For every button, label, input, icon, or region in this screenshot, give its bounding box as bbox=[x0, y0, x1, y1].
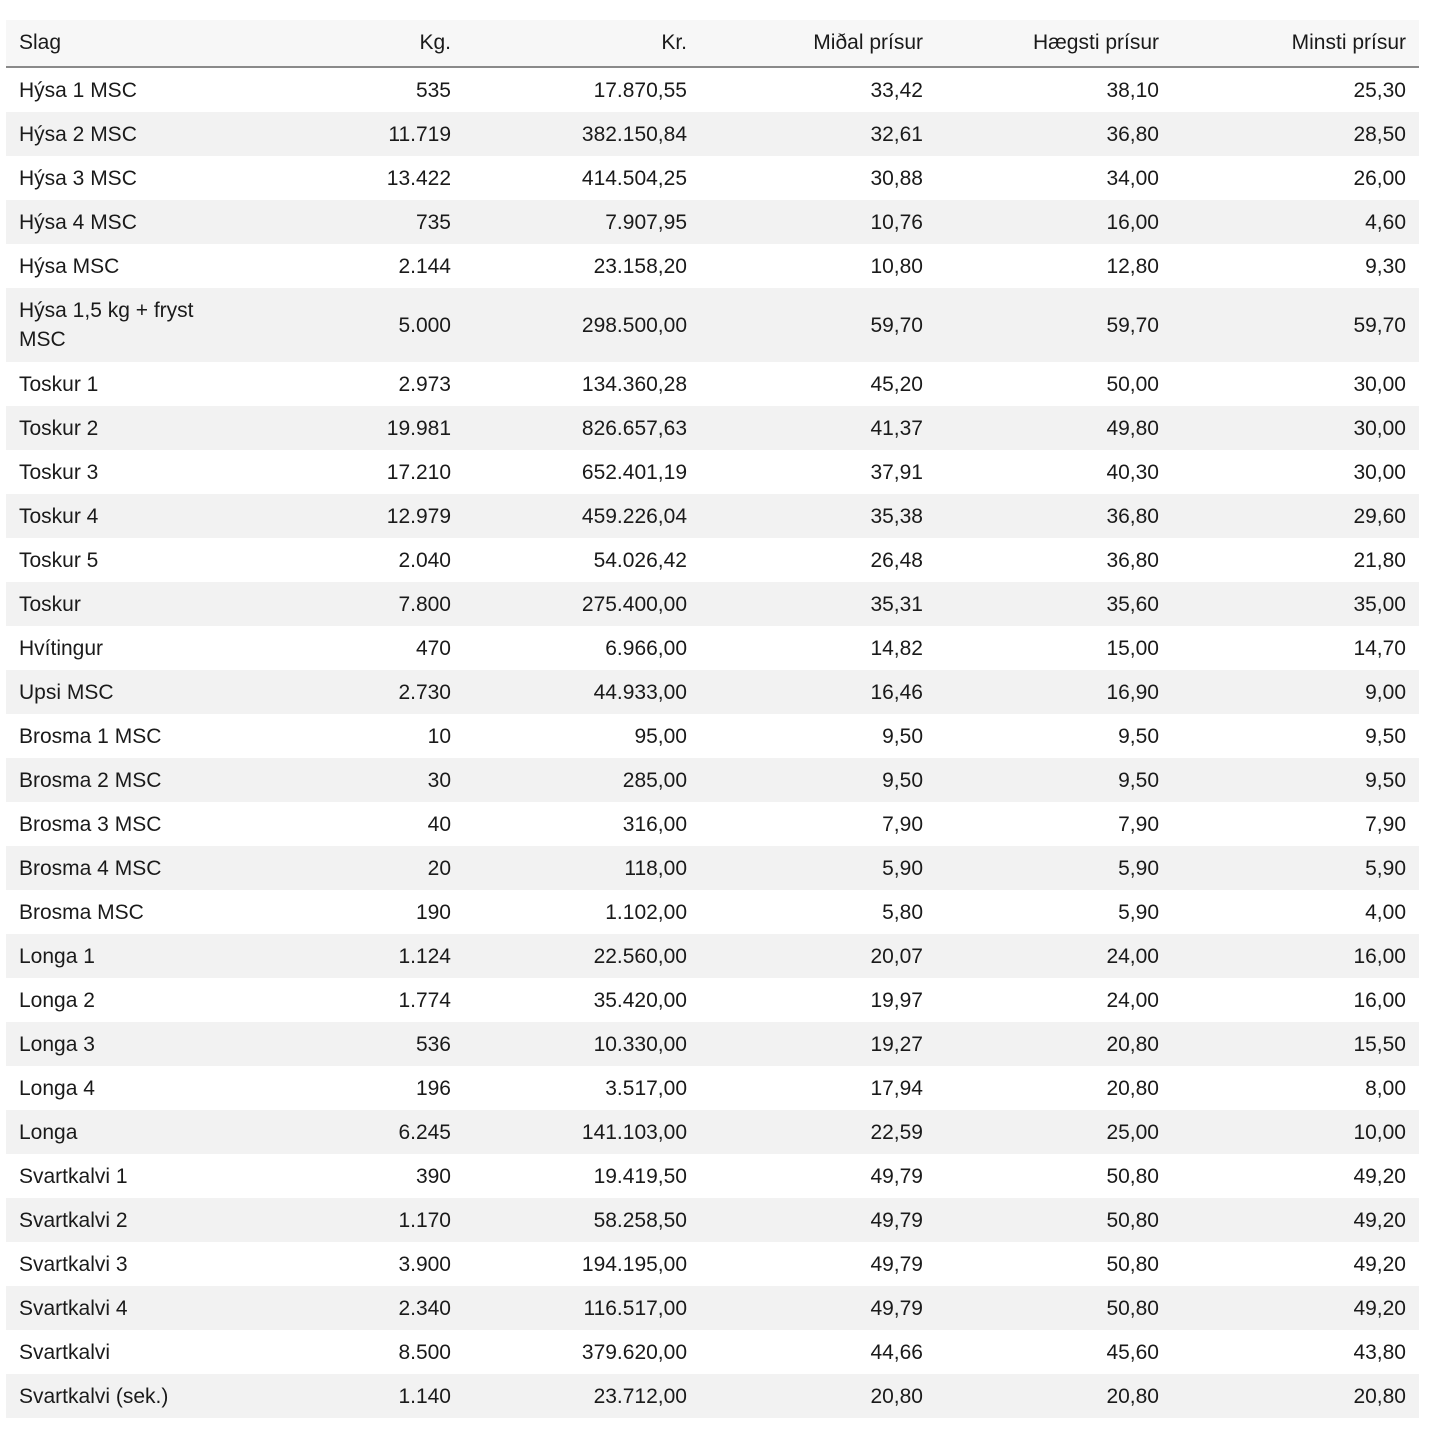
cell-slag: Svartkalvi bbox=[19, 1340, 111, 1364]
cell-highest-price: 25,00 bbox=[936, 1110, 1172, 1154]
cell-kg: 30 bbox=[236, 758, 464, 802]
cell-slag: Hýsa 3 MSC bbox=[19, 166, 137, 190]
cell-slag: Svartkalvi 1 bbox=[19, 1164, 128, 1188]
cell-slag: Toskur 1 bbox=[19, 372, 99, 396]
cell-highest-price: 50,80 bbox=[1106, 1164, 1159, 1188]
table-row bbox=[6, 1066, 1419, 1110]
cell-lowest-price: 25,30 bbox=[1353, 78, 1406, 102]
cell-average-price: 5,80 bbox=[882, 900, 923, 924]
column-header-average-price: Miðal prísur bbox=[700, 20, 936, 67]
cell-slag: Toskur 4 bbox=[6, 494, 236, 538]
cell-lowest-price: 49,20 bbox=[1353, 1164, 1406, 1188]
table-row bbox=[6, 1154, 1419, 1198]
cell-average-price: 9,50 bbox=[700, 758, 936, 802]
table-row bbox=[6, 846, 1419, 890]
cell-kr: 17.870,55 bbox=[593, 78, 687, 102]
cell-kr: 3.517,00 bbox=[605, 1076, 687, 1100]
cell-kg: 3.900 bbox=[398, 1252, 451, 1276]
cell-lowest-price: 21,80 bbox=[1353, 548, 1406, 572]
cell-kr: 118,00 bbox=[464, 846, 700, 890]
cell-kr: 379.620,00 bbox=[581, 1340, 687, 1364]
cell-kg: 735 bbox=[236, 200, 464, 244]
cell-slag: Brosma 3 MSC bbox=[19, 812, 162, 836]
table-row bbox=[6, 802, 1419, 846]
cell-kr: 6.966,00 bbox=[605, 636, 687, 660]
cell-lowest-price: 16,00 bbox=[1172, 934, 1419, 978]
cell-lowest-price: 30,00 bbox=[1353, 372, 1406, 396]
cell-kg: 196 bbox=[415, 1076, 451, 1100]
cell-lowest-price: 30,00 bbox=[1353, 460, 1406, 484]
cell-slag: Hýsa 2 MSC bbox=[6, 112, 236, 156]
cell-slag: Svartkalvi 4 bbox=[6, 1286, 236, 1330]
cell-kr: 459.226,04 bbox=[464, 494, 700, 538]
cell-kg: 8.500 bbox=[398, 1340, 451, 1364]
column-header-kg: Kg. bbox=[236, 20, 464, 67]
cell-highest-price: 20,80 bbox=[1106, 1076, 1159, 1100]
table-row bbox=[6, 1198, 1419, 1242]
cell-slag: Longa 3 bbox=[6, 1022, 236, 1066]
cell-highest-price: 36,80 bbox=[936, 112, 1172, 156]
cell-kg: 40 bbox=[427, 812, 451, 836]
cell-slag: Toskur 2 bbox=[6, 406, 236, 450]
cell-kr: 58.258,50 bbox=[464, 1198, 700, 1242]
cell-lowest-price: 5,90 bbox=[1172, 846, 1419, 890]
cell-kg: 20 bbox=[236, 846, 464, 890]
cell-average-price: 35,31 bbox=[700, 582, 936, 626]
cell-kr: 35.420,00 bbox=[593, 988, 687, 1012]
cell-lowest-price: 8,00 bbox=[1365, 1076, 1406, 1100]
cell-slag: Upsi MSC bbox=[6, 670, 236, 714]
table-row bbox=[6, 626, 1419, 670]
cell-slag: Brosma 2 MSC bbox=[6, 758, 236, 802]
column-header-kr: Kr. bbox=[464, 20, 700, 67]
cell-lowest-price: 9,50 bbox=[1172, 758, 1419, 802]
cell-highest-price: 24,00 bbox=[936, 934, 1172, 978]
cell-kg: 2.730 bbox=[236, 670, 464, 714]
cell-slag: Brosma MSC bbox=[19, 900, 144, 924]
cell-kr: 23.712,00 bbox=[464, 1374, 700, 1418]
cell-kg: 11.719 bbox=[236, 112, 464, 156]
cell-slag: Longa 1 bbox=[6, 934, 236, 978]
cell-kr: 54.026,42 bbox=[593, 548, 687, 572]
cell-highest-price: 20,80 bbox=[936, 1374, 1172, 1418]
cell-lowest-price: 15,50 bbox=[1172, 1022, 1419, 1066]
cell-highest-price: 36,80 bbox=[936, 494, 1172, 538]
cell-kg: 5.000 bbox=[236, 288, 464, 362]
cell-highest-price: 50,80 bbox=[936, 1286, 1172, 1330]
table-row bbox=[6, 406, 1419, 450]
cell-average-price: 19,97 bbox=[870, 988, 923, 1012]
cell-kr: 1.102,00 bbox=[605, 900, 687, 924]
cell-highest-price: 20,80 bbox=[936, 1022, 1172, 1066]
table-row bbox=[6, 1286, 1419, 1330]
cell-average-price: 7,90 bbox=[882, 812, 923, 836]
cell-kg: 12.979 bbox=[236, 494, 464, 538]
table-row bbox=[6, 67, 1419, 112]
cell-highest-price: 38,10 bbox=[1106, 78, 1159, 102]
cell-lowest-price: 14,70 bbox=[1353, 636, 1406, 660]
cell-kr: 194.195,00 bbox=[581, 1252, 687, 1276]
cell-lowest-price: 30,00 bbox=[1172, 406, 1419, 450]
cell-kr: 316,00 bbox=[622, 812, 687, 836]
cell-highest-price: 5,90 bbox=[1118, 900, 1159, 924]
table-row bbox=[6, 538, 1419, 582]
cell-kr: 826.657,63 bbox=[464, 406, 700, 450]
cell-average-price: 5,90 bbox=[700, 846, 936, 890]
cell-slag: Longa 2 bbox=[19, 988, 95, 1012]
table-row bbox=[6, 156, 1419, 200]
cell-slag: Hýsa 1 MSC bbox=[19, 78, 137, 102]
cell-kg: 10 bbox=[427, 724, 451, 748]
cell-lowest-price: 43,80 bbox=[1353, 1340, 1406, 1364]
cell-kr: 141.103,00 bbox=[464, 1110, 700, 1154]
cell-kr: 23.158,20 bbox=[593, 254, 687, 278]
cell-kr: 285,00 bbox=[464, 758, 700, 802]
cell-average-price: 22,59 bbox=[700, 1110, 936, 1154]
cell-kr: 298.500,00 bbox=[464, 288, 700, 362]
cell-average-price: 33,42 bbox=[870, 78, 923, 102]
cell-average-price: 49,79 bbox=[870, 1164, 923, 1188]
cell-slag: Longa bbox=[6, 1110, 236, 1154]
cell-kr: 275.400,00 bbox=[464, 582, 700, 626]
cell-lowest-price: 10,00 bbox=[1172, 1110, 1419, 1154]
cell-slag: Toskur bbox=[6, 582, 236, 626]
cell-kg: 2.340 bbox=[236, 1286, 464, 1330]
cell-kg: 6.245 bbox=[236, 1110, 464, 1154]
cell-average-price: 9,50 bbox=[882, 724, 923, 748]
table-row bbox=[6, 288, 1419, 362]
cell-kr: 134.360,28 bbox=[581, 372, 687, 396]
cell-slag: Svartkalvi 3 bbox=[19, 1252, 128, 1276]
cell-kg: 1.124 bbox=[236, 934, 464, 978]
table-row bbox=[6, 890, 1419, 934]
table-row bbox=[6, 582, 1419, 626]
cell-average-price: 49,79 bbox=[870, 1252, 923, 1276]
table-row bbox=[6, 1330, 1419, 1374]
cell-average-price: 10,80 bbox=[870, 254, 923, 278]
table-row bbox=[6, 714, 1419, 758]
cell-average-price: 30,88 bbox=[870, 166, 923, 190]
cell-average-price: 59,70 bbox=[700, 288, 936, 362]
table-row bbox=[6, 112, 1419, 156]
table-row bbox=[6, 200, 1419, 244]
cell-lowest-price: 49,20 bbox=[1172, 1286, 1419, 1330]
price-table-container bbox=[6, 20, 1419, 1418]
cell-highest-price: 7,90 bbox=[1118, 812, 1159, 836]
cell-kg: 17.210 bbox=[386, 460, 451, 484]
cell-lowest-price: 20,80 bbox=[1172, 1374, 1419, 1418]
cell-kg: 390 bbox=[415, 1164, 451, 1188]
cell-lowest-price: 49,20 bbox=[1172, 1198, 1419, 1242]
cell-average-price: 20,07 bbox=[700, 934, 936, 978]
cell-slag: Hýsa 1,5 kg + fryst MSC bbox=[6, 288, 236, 362]
cell-slag: Longa 4 bbox=[19, 1076, 95, 1100]
cell-average-price: 10,76 bbox=[700, 200, 936, 244]
cell-average-price: 26,48 bbox=[870, 548, 923, 572]
cell-lowest-price: 4,60 bbox=[1172, 200, 1419, 244]
cell-kr: 22.560,00 bbox=[464, 934, 700, 978]
cell-lowest-price: 4,00 bbox=[1365, 900, 1406, 924]
cell-slag: Hýsa MSC bbox=[19, 254, 120, 278]
cell-average-price: 49,79 bbox=[700, 1286, 936, 1330]
cell-highest-price: 50,00 bbox=[1106, 372, 1159, 396]
table-row bbox=[6, 1022, 1419, 1066]
cell-kr: 19.419,50 bbox=[593, 1164, 687, 1188]
cell-highest-price: 16,90 bbox=[936, 670, 1172, 714]
cell-highest-price: 9,50 bbox=[1118, 724, 1159, 748]
table-row bbox=[6, 362, 1419, 406]
cell-lowest-price: 9,00 bbox=[1172, 670, 1419, 714]
cell-kg: 13.422 bbox=[386, 166, 451, 190]
cell-kr: 382.150,84 bbox=[464, 112, 700, 156]
cell-highest-price: 35,60 bbox=[936, 582, 1172, 626]
cell-average-price: 35,38 bbox=[700, 494, 936, 538]
cell-kg: 470 bbox=[415, 636, 451, 660]
cell-highest-price: 5,90 bbox=[936, 846, 1172, 890]
table-row bbox=[6, 978, 1419, 1022]
cell-highest-price: 24,00 bbox=[1106, 988, 1159, 1012]
cell-kg: 1.774 bbox=[398, 988, 451, 1012]
cell-lowest-price: 59,70 bbox=[1172, 288, 1419, 362]
column-header-slag: Slag bbox=[6, 20, 236, 67]
cell-lowest-price: 29,60 bbox=[1172, 494, 1419, 538]
cell-average-price: 44,66 bbox=[870, 1340, 923, 1364]
cell-kg: 190 bbox=[415, 900, 451, 924]
table-body bbox=[6, 67, 1419, 1418]
cell-slag: Brosma 1 MSC bbox=[19, 724, 162, 748]
column-header-lowest-price: Minsti prísur bbox=[1172, 20, 1419, 67]
table-row bbox=[6, 1110, 1419, 1154]
cell-lowest-price: 9,30 bbox=[1365, 254, 1406, 278]
table-row bbox=[6, 450, 1419, 494]
cell-kr: 414.504,25 bbox=[581, 166, 687, 190]
cell-kg: 535 bbox=[415, 78, 451, 102]
cell-average-price: 20,80 bbox=[700, 1374, 936, 1418]
cell-highest-price: 34,00 bbox=[1106, 166, 1159, 190]
cell-highest-price: 16,00 bbox=[936, 200, 1172, 244]
table-row bbox=[6, 494, 1419, 538]
cell-kg: 2.040 bbox=[398, 548, 451, 572]
table-row bbox=[6, 670, 1419, 714]
cell-slag: Toskur 3 bbox=[19, 460, 99, 484]
cell-highest-price: 49,80 bbox=[936, 406, 1172, 450]
cell-kg: 19.981 bbox=[236, 406, 464, 450]
header-row bbox=[6, 20, 1419, 67]
cell-kg: 2.973 bbox=[398, 372, 451, 396]
cell-average-price: 45,20 bbox=[870, 372, 923, 396]
column-header-highest-price: Hægsti prísur bbox=[936, 20, 1172, 67]
cell-kg: 2.144 bbox=[398, 254, 451, 278]
table-row bbox=[6, 244, 1419, 288]
cell-lowest-price: 16,00 bbox=[1353, 988, 1406, 1012]
cell-highest-price: 59,70 bbox=[936, 288, 1172, 362]
cell-lowest-price: 35,00 bbox=[1172, 582, 1419, 626]
cell-lowest-price: 7,90 bbox=[1365, 812, 1406, 836]
cell-slag: Brosma 4 MSC bbox=[6, 846, 236, 890]
cell-highest-price: 15,00 bbox=[1106, 636, 1159, 660]
cell-kr: 95,00 bbox=[634, 724, 687, 748]
cell-kg: 1.170 bbox=[236, 1198, 464, 1242]
cell-kg: 1.140 bbox=[236, 1374, 464, 1418]
cell-average-price: 41,37 bbox=[700, 406, 936, 450]
cell-slag: Toskur 5 bbox=[19, 548, 99, 572]
cell-kr: 116.517,00 bbox=[464, 1286, 700, 1330]
cell-slag: Hvítingur bbox=[19, 636, 104, 660]
cell-lowest-price: 49,20 bbox=[1353, 1252, 1406, 1276]
cell-lowest-price: 26,00 bbox=[1353, 166, 1406, 190]
cell-slag: Svartkalvi 2 bbox=[6, 1198, 236, 1242]
table-row bbox=[6, 1374, 1419, 1418]
cell-highest-price: 36,80 bbox=[1106, 548, 1159, 572]
cell-average-price: 37,91 bbox=[870, 460, 923, 484]
cell-average-price: 49,79 bbox=[700, 1198, 936, 1242]
cell-kg: 7.800 bbox=[236, 582, 464, 626]
cell-lowest-price: 9,50 bbox=[1365, 724, 1406, 748]
cell-highest-price: 12,80 bbox=[1106, 254, 1159, 278]
cell-lowest-price: 28,50 bbox=[1172, 112, 1419, 156]
cell-kr: 44.933,00 bbox=[464, 670, 700, 714]
table-row bbox=[6, 934, 1419, 978]
cell-highest-price: 50,80 bbox=[936, 1198, 1172, 1242]
fish-price-table bbox=[6, 20, 1419, 1418]
cell-highest-price: 9,50 bbox=[936, 758, 1172, 802]
cell-average-price: 19,27 bbox=[700, 1022, 936, 1066]
cell-kr: 652.401,19 bbox=[581, 460, 687, 484]
cell-average-price: 17,94 bbox=[870, 1076, 923, 1100]
table-header bbox=[6, 20, 1419, 67]
cell-average-price: 32,61 bbox=[700, 112, 936, 156]
cell-kr: 10.330,00 bbox=[464, 1022, 700, 1066]
cell-average-price: 16,46 bbox=[700, 670, 936, 714]
cell-highest-price: 50,80 bbox=[1106, 1252, 1159, 1276]
cell-slag: Hýsa 4 MSC bbox=[6, 200, 236, 244]
cell-kg: 536 bbox=[236, 1022, 464, 1066]
cell-slag: Svartkalvi (sek.) bbox=[6, 1374, 236, 1418]
cell-kr: 7.907,95 bbox=[464, 200, 700, 244]
cell-highest-price: 40,30 bbox=[1106, 460, 1159, 484]
table-row bbox=[6, 758, 1419, 802]
table-row bbox=[6, 1242, 1419, 1286]
cell-average-price: 14,82 bbox=[870, 636, 923, 660]
cell-highest-price: 45,60 bbox=[1106, 1340, 1159, 1364]
